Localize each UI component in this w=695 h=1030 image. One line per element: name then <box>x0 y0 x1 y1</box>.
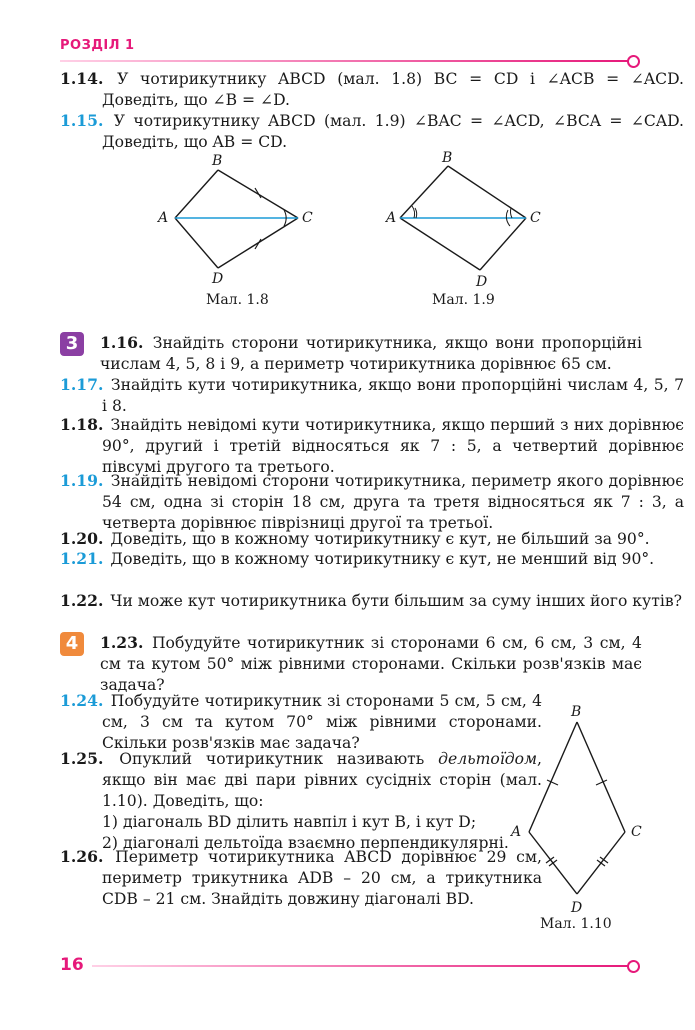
label-b: B <box>571 704 582 720</box>
label-c: C <box>530 210 541 226</box>
task-number: 1.21. <box>60 549 104 568</box>
side-cd <box>480 218 526 270</box>
task-item: 1) діагональ BD ділить навпіл і кут B, і кут D; <box>102 813 477 831</box>
label-c: C <box>302 210 313 226</box>
task-number: 1.26. <box>60 847 104 866</box>
task-number: 1.24. <box>60 691 104 710</box>
figure-1-8 <box>150 150 330 290</box>
label-b: B <box>212 153 223 169</box>
task-text: Доведіть, що в кожному чотирикутнику є кут, не менший від 90°. <box>110 550 655 568</box>
side-ab <box>529 722 577 832</box>
header-rule <box>60 60 630 62</box>
task-1-25 <box>60 748 542 854</box>
task-item: 2) діагоналі дельтоїда взаємно перпендикулярні. <box>102 834 509 852</box>
section-title: РОЗДІЛ 1 <box>60 38 135 53</box>
task-number: 1.25. <box>60 749 104 768</box>
angle-mark <box>511 208 512 218</box>
task-text: , якщо він має дві пари рівних сусідніх сторін (мал. 1.10). Доведіть, що: <box>102 750 542 810</box>
angle-mark <box>412 206 415 218</box>
task-1-15 <box>60 110 684 153</box>
task-text: Доведіть, що в кожному чотирикутнику є кут, не більший за 90°. <box>110 530 650 548</box>
task-text: Знайдіть невідомі сторони чотирикутника, периметр якого дорівнює 54 см, одна зі сторін 18 см, друга та третя відносяться як 7 : 3, а четверта дорівнює піврізниці другої та третьої. <box>102 472 684 532</box>
side-da <box>400 218 480 270</box>
side-bc <box>448 166 526 218</box>
label-d: D <box>476 274 488 290</box>
task-1-18 <box>60 414 684 478</box>
label-a: A <box>158 210 169 226</box>
task-number: 1.19. <box>60 471 104 490</box>
label-d: D <box>571 900 583 916</box>
task-text: Чи може кут чотирикутника бути більшим за суму інших його кутів? <box>110 592 682 610</box>
task-number: 1.20. <box>60 529 104 548</box>
figure-caption: Мал. 1.10 <box>540 916 612 932</box>
side-da <box>175 218 218 268</box>
task-1-26 <box>60 846 542 910</box>
tick-cd <box>597 860 605 866</box>
task-text: Знайдіть невідомі кути чотирикутника, якщо перший з них дорівнює 90°, другий і третій відносяться як 7 : 5, а четвертий дорівнює півсумі другого та третього. <box>102 416 684 476</box>
task-1-19 <box>60 470 684 534</box>
task-number: 1.14. <box>60 69 104 88</box>
task-number: 1.16. <box>100 333 144 352</box>
label-c: C <box>631 824 642 840</box>
task-term: дельтоїдом <box>438 750 538 768</box>
level-4-badge: 4 <box>60 632 84 656</box>
label-a: A <box>511 824 522 840</box>
tick-ab <box>547 780 558 785</box>
task-text: Периметр чотирикутника ABCD дорівнює 29 см, периметр трикутника ADB – 20 см, а трикутника CDB – 21 см. Знайдіть довжину діагоналі BD. <box>102 848 542 908</box>
header-rule-end <box>627 55 640 68</box>
figure-caption: Мал. 1.9 <box>432 292 495 308</box>
task-1-14 <box>60 68 684 111</box>
label-b: B <box>442 150 453 166</box>
tick-bc <box>596 780 607 785</box>
angle-mark <box>415 208 417 218</box>
task-number: 1.18. <box>60 415 104 434</box>
task-1-22 <box>60 590 684 612</box>
task-number: 1.17. <box>60 375 104 394</box>
task-text: Знайдіть кути чотирикутника, якщо вони пропорційні числам 4, 5, 7 і 8. <box>102 376 684 415</box>
page-number: 16 <box>60 955 84 975</box>
task-1-24 <box>60 690 542 754</box>
task-text: Знайдіть сторони чотирикутника, якщо вони пропорційні числам 4, 5, 8 і 9, а периметр чотирикутника дорівнює 65 см. <box>100 334 642 373</box>
task-1-20 <box>60 528 684 550</box>
task-text: Опуклий чотирикутник називають <box>119 750 439 768</box>
footer-rule-end <box>627 960 640 973</box>
tick-da <box>549 860 557 866</box>
task-number: 1.22. <box>60 591 104 610</box>
label-d: D <box>212 271 224 287</box>
side-ab <box>400 166 448 218</box>
side-ab <box>175 170 218 218</box>
task-text: Побудуйте чотирикутник зі сторонами 6 см, 6 см, 3 см, 4 см та кутом 50° між рівними сторонами. Скільки розв'язків має задача? <box>100 634 642 694</box>
task-1-17 <box>60 374 684 417</box>
label-a: A <box>386 210 397 226</box>
level-3-badge: 3 <box>60 332 84 356</box>
task-text: У чотирикутнику ABCD (мал. 1.8) BC = CD і ∠ACB = ∠ACD. Доведіть, що ∠B = ∠D. <box>102 70 684 109</box>
task-1-21 <box>60 548 684 570</box>
task-text: У чотирикутнику ABCD (мал. 1.9) ∠BAC = ∠ACD, ∠BCA = ∠CAD. Доведіть, що AB = CD. <box>102 112 684 151</box>
figure-caption: Мал. 1.8 <box>206 292 269 308</box>
task-text: Побудуйте чотирикутник зі сторонами 5 см, 5 см, 4 см, 3 см та кутом 70° між рівними сторонами. Скільки розв'язків має задача? <box>102 692 542 752</box>
task-1-16 <box>100 332 642 375</box>
side-bc <box>577 722 625 832</box>
task-number: 1.23. <box>100 633 144 652</box>
footer-rule <box>92 965 630 967</box>
figure-1-9 <box>380 150 560 290</box>
task-1-23 <box>100 632 642 696</box>
task-number: 1.15. <box>60 111 104 130</box>
figure-1-10 <box>505 700 655 920</box>
